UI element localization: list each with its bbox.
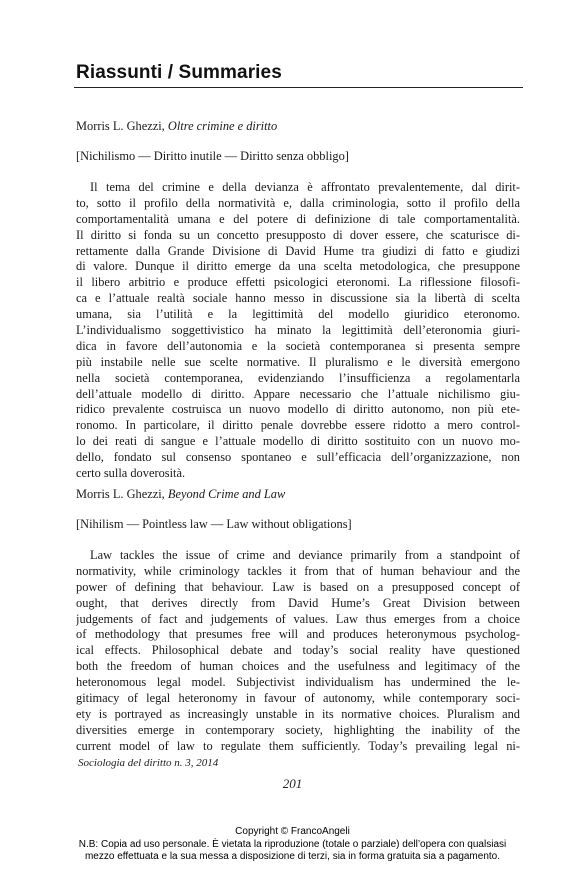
text-line: comportamentalità umana e del potere di definizione di tale comportamentalità.: [76, 211, 520, 226]
text-line: di valore. Dunque il diritto emerge da una scelta metodologica, che presuppone: [76, 259, 520, 274]
text-line: più instabile nelle sue scelte normative. Il pluralismo e le diversità emergono: [76, 354, 520, 369]
author-name: Morris L. Ghezzi,: [76, 487, 168, 501]
text-line: ridico prevalente costruisca un nuovo modello di diritto autonomo, non più ete-: [76, 402, 520, 417]
text-line: both the freedom of human choices and the usefulness and legitimacy of the: [76, 659, 520, 674]
copyright-disclaimer-line: N.B: Copia ad uso personale. È vietata la riproduzione (totale o parziale) dell’opera con qualsiasi: [78, 838, 507, 850]
copyright-disclaimer-line: mezzo effettuata e la sua messa a disposizione di terzi, sia in forma gratuita sia a pagamento.: [84, 851, 501, 862]
text-line: ronomo. In particolare, il diritto penale dovrebbe essere ridotto a mero control-: [76, 418, 520, 433]
article-title: Beyond Crime and Law: [167, 487, 286, 501]
copyright-line: Copyright © FrancoAngeli: [235, 826, 350, 837]
section-title: Riassunti / Summaries: [76, 62, 282, 83]
article-title: Oltre crimine e diritto: [167, 119, 278, 133]
text-line: normativity, while criminology tackles it from that of human behaviour and the: [76, 563, 520, 578]
text-line: dell’attuale modello di diritto. Appare necessario che l’attuale nichilismo giu-: [76, 386, 520, 401]
page-number: 201: [282, 776, 303, 791]
text-line: of methodology that presumes free will and produces heteronymous psycholog-: [76, 627, 520, 642]
text-line: Il diritto si fonda su un concetto presupposto di dover essere, che scaturisce di-: [76, 227, 520, 242]
text-line: diversities emerge in contemporary society, highlighting the inability of the: [76, 722, 520, 737]
abstract-english-keywords: [76, 516, 520, 532]
text-line: Law tackles the issue of crime and deviance primarily from a standpoint of: [90, 548, 520, 562]
text-line: ca e l’attuale realtà sociale hanno messo in discussione sia la libertà di scelta: [76, 291, 520, 306]
text-line: heteronomous legal model. Subjectivist individualism has undermined the le-: [76, 675, 520, 690]
text-line: ought, that derives directly from David Hume’s Great Division between: [76, 595, 520, 610]
text-line: judgements of fact and judgements of values. Law thus emerges from a choice: [76, 611, 520, 626]
abstract-english-citation: [76, 486, 520, 502]
text-line: dello, fondato sul consenso spontaneo e sull’efficacia dell’organizzazione, non: [76, 450, 520, 465]
abstract-italian-citation: [76, 118, 520, 134]
journal-reference: Sociologia del diritto n. 3, 2014: [78, 757, 219, 769]
text-line: gitimacy of legal heteronomy in favour of autonomy, while contemporary soci-: [76, 691, 520, 706]
author-name: Morris L. Ghezzi,: [76, 119, 168, 133]
text-line: to, sotto il profilo della normatività e, dalla criminologia, sotto il profilo della: [76, 195, 520, 210]
header-divider: [74, 87, 523, 88]
text-line: certo sulla doverosità.: [76, 466, 186, 481]
text-line: L’individualismo soggettivistico ha minato la legittimità dell’eteronomia giuri-: [76, 323, 520, 338]
abstract-italian-keywords: [76, 148, 520, 164]
text-line: nella società contemporanea, evidenziando l’insufficienza a regolamentarla: [76, 370, 520, 385]
text-line: current model of law to regulate them sufficiently. Today’s prevailing legal ni-: [76, 738, 520, 753]
keywords: [Nichilismo — Diritto inutile — Diritto senza obbligo]: [76, 149, 349, 163]
copyright-notice: [0, 826, 585, 864]
text-line: rettamente dalla Grande Divisione di David Hume tra giudizi di fatto e giudizi: [76, 243, 520, 258]
text-line: umana, sia l’utilità e la legittimità del modello giuridico eteronomo.: [76, 307, 520, 322]
text-line: lo dei reati di sangue e l’attuale modello di diritto sostituito con un nuovo mo-: [76, 434, 520, 449]
text-line: ical effects. Philosophical debate and today’s social reality have questioned: [76, 643, 520, 658]
text-line: il libero arbitrio e produce effetti psicologici eteronomi. La riflessione filosofi-: [76, 275, 520, 290]
text-line: Il tema del crimine e della devianza è affrontato prevalentemente, dal dirit-: [90, 180, 520, 194]
text-line: ety is portrayed as increasingly unstable in its normative choices. Pluralism and: [76, 706, 520, 721]
text-line: power of defining that behaviour. Law is based on a presupposed concept of: [76, 579, 520, 594]
abstract-english-body: [76, 548, 520, 755]
abstract-italian-body: [76, 180, 520, 482]
keywords: [Nihilism — Pointless law — Law without obligations]: [76, 517, 352, 531]
text-line: dica in favore dell’autonomia e la società contemporanea si presenta sempre: [76, 338, 520, 353]
